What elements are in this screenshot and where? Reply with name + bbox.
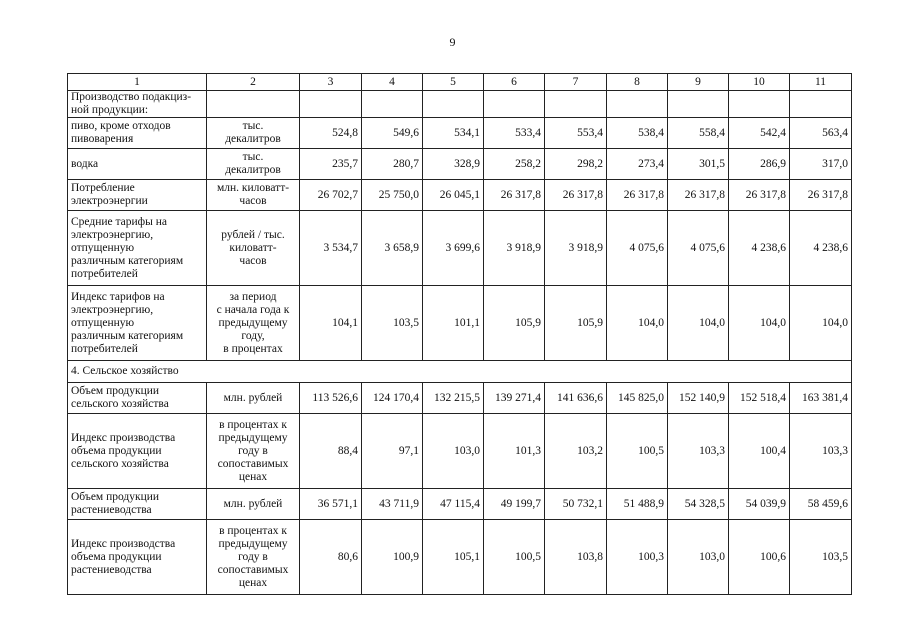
value-cell: 538,4 [607, 118, 668, 149]
value-cell: 105,1 [423, 520, 484, 595]
table-row [68, 286, 852, 361]
value-cell: 100,3 [607, 520, 668, 595]
indicator-name: Индекс производства объема продукции сельского хозяйства [68, 414, 207, 489]
value-cell: 235,7 [300, 149, 362, 180]
value-cell: 152 140,9 [668, 383, 729, 414]
value-cell: 524,8 [300, 118, 362, 149]
value-cell: 26 045,1 [423, 180, 484, 211]
value-cell: 273,4 [607, 149, 668, 180]
column-header: 4 [362, 74, 423, 91]
value-cell: 3 918,9 [545, 211, 607, 286]
value-cell: 104,0 [607, 286, 668, 361]
value-cell: 258,2 [484, 149, 545, 180]
value-cell: 103,0 [668, 520, 729, 595]
table-row [68, 211, 852, 286]
column-header: 1 [68, 74, 207, 91]
page-number: 9 [449, 35, 456, 49]
unit-cell: млн. рублей [207, 489, 300, 520]
value-cell: 3 918,9 [484, 211, 545, 286]
value-cell [362, 91, 423, 118]
value-cell: 328,9 [423, 149, 484, 180]
value-cell: 26 317,8 [484, 180, 545, 211]
value-cell: 105,9 [484, 286, 545, 361]
section-title: 4. Сельское хозяйство [68, 361, 852, 383]
value-cell: 100,4 [729, 414, 790, 489]
value-cell: 301,5 [668, 149, 729, 180]
unit-cell: в процентах к предыдущему году в сопоставимых ценах [207, 520, 300, 595]
column-header: 7 [545, 74, 607, 91]
value-cell [668, 91, 729, 118]
value-cell: 26 317,8 [607, 180, 668, 211]
value-cell: 25 750,0 [362, 180, 423, 211]
indicator-name: Индекс производства объема продукции растениеводства [68, 520, 207, 595]
value-cell [790, 91, 852, 118]
value-cell: 4 075,6 [607, 211, 668, 286]
data-table [67, 73, 852, 595]
table-row [68, 118, 852, 149]
value-cell: 88,4 [300, 414, 362, 489]
unit-cell: тыс. декалитров [207, 118, 300, 149]
value-cell: 3 658,9 [362, 211, 423, 286]
value-cell: 97,1 [362, 414, 423, 489]
table-header-row [68, 74, 852, 91]
indicator-name: водка [68, 149, 207, 180]
value-cell: 100,5 [484, 520, 545, 595]
column-header: 5 [423, 74, 484, 91]
value-cell: 132 215,5 [423, 383, 484, 414]
value-cell: 103,0 [423, 414, 484, 489]
value-cell: 553,4 [545, 118, 607, 149]
value-cell: 50 732,1 [545, 489, 607, 520]
table-row [68, 180, 852, 211]
column-header: 3 [300, 74, 362, 91]
value-cell: 103,5 [362, 286, 423, 361]
value-cell: 58 459,6 [790, 489, 852, 520]
value-cell: 103,8 [545, 520, 607, 595]
value-cell: 104,1 [300, 286, 362, 361]
value-cell: 49 199,7 [484, 489, 545, 520]
value-cell: 26 317,8 [545, 180, 607, 211]
value-cell: 3 534,7 [300, 211, 362, 286]
value-cell: 105,9 [545, 286, 607, 361]
value-cell: 542,4 [729, 118, 790, 149]
value-cell: 103,3 [668, 414, 729, 489]
unit-cell: рублей / тыс. киловатт- часов [207, 211, 300, 286]
value-cell: 36 571,1 [300, 489, 362, 520]
value-cell: 103,5 [790, 520, 852, 595]
value-cell: 54 039,9 [729, 489, 790, 520]
value-cell [545, 91, 607, 118]
indicator-name: Объем продукции растениеводства [68, 489, 207, 520]
value-cell: 286,9 [729, 149, 790, 180]
value-cell: 163 381,4 [790, 383, 852, 414]
value-cell: 26 317,8 [729, 180, 790, 211]
value-cell: 534,1 [423, 118, 484, 149]
value-cell: 145 825,0 [607, 383, 668, 414]
value-cell: 139 271,4 [484, 383, 545, 414]
indicator-name: Производство подакциз- ной продукции: [68, 91, 207, 118]
value-cell: 3 699,6 [423, 211, 484, 286]
column-header: 6 [484, 74, 545, 91]
unit-cell: млн. рублей [207, 383, 300, 414]
value-cell: 4 238,6 [790, 211, 852, 286]
value-cell: 103,2 [545, 414, 607, 489]
value-cell: 104,0 [729, 286, 790, 361]
value-cell: 558,4 [668, 118, 729, 149]
value-cell: 104,0 [668, 286, 729, 361]
value-cell: 43 711,9 [362, 489, 423, 520]
value-cell: 4 238,6 [729, 211, 790, 286]
indicator-name: Потребление электроэнергии [68, 180, 207, 211]
value-cell: 47 115,4 [423, 489, 484, 520]
indicator-name: Индекс тарифов на электроэнергию, отпущенную различным категориям потребителей [68, 286, 207, 361]
value-cell [300, 91, 362, 118]
value-cell: 26 317,8 [790, 180, 852, 211]
column-header: 8 [607, 74, 668, 91]
value-cell: 317,0 [790, 149, 852, 180]
table-row [68, 361, 852, 383]
value-cell: 101,1 [423, 286, 484, 361]
value-cell: 80,6 [300, 520, 362, 595]
value-cell: 103,3 [790, 414, 852, 489]
value-cell: 141 636,6 [545, 383, 607, 414]
table-row [68, 489, 852, 520]
value-cell [484, 91, 545, 118]
value-cell: 54 328,5 [668, 489, 729, 520]
indicator-name: Средние тарифы на электроэнергию, отпущенную различным категориям потребителей [68, 211, 207, 286]
table-row [68, 149, 852, 180]
table-row [68, 520, 852, 595]
unit-cell [207, 91, 300, 118]
value-cell: 298,2 [545, 149, 607, 180]
value-cell: 124 170,4 [362, 383, 423, 414]
value-cell: 26 317,8 [668, 180, 729, 211]
value-cell: 101,3 [484, 414, 545, 489]
value-cell [423, 91, 484, 118]
value-cell: 4 075,6 [668, 211, 729, 286]
value-cell: 549,6 [362, 118, 423, 149]
value-cell: 152 518,4 [729, 383, 790, 414]
indicator-name: Объем продукции сельского хозяйства [68, 383, 207, 414]
value-cell: 100,9 [362, 520, 423, 595]
value-cell: 26 702,7 [300, 180, 362, 211]
value-cell: 104,0 [790, 286, 852, 361]
value-cell: 51 488,9 [607, 489, 668, 520]
column-header: 9 [668, 74, 729, 91]
value-cell: 100,5 [607, 414, 668, 489]
unit-cell: тыс. декалитров [207, 149, 300, 180]
value-cell: 563,4 [790, 118, 852, 149]
indicator-name: пиво, кроме отходов пивоварения [68, 118, 207, 149]
column-header: 11 [790, 74, 852, 91]
table-row [68, 91, 852, 118]
value-cell [607, 91, 668, 118]
column-header: 2 [207, 74, 300, 91]
value-cell [729, 91, 790, 118]
unit-cell: млн. киловатт- часов [207, 180, 300, 211]
unit-cell: в процентах к предыдущему году в сопоставимых ценах [207, 414, 300, 489]
value-cell: 113 526,6 [300, 383, 362, 414]
unit-cell: за период с начала года к предыдущему году, в процентах [207, 286, 300, 361]
table-row [68, 383, 852, 414]
table-row [68, 414, 852, 489]
column-header: 10 [729, 74, 790, 91]
value-cell: 100,6 [729, 520, 790, 595]
table-body [68, 74, 852, 595]
value-cell: 280,7 [362, 149, 423, 180]
value-cell: 533,4 [484, 118, 545, 149]
